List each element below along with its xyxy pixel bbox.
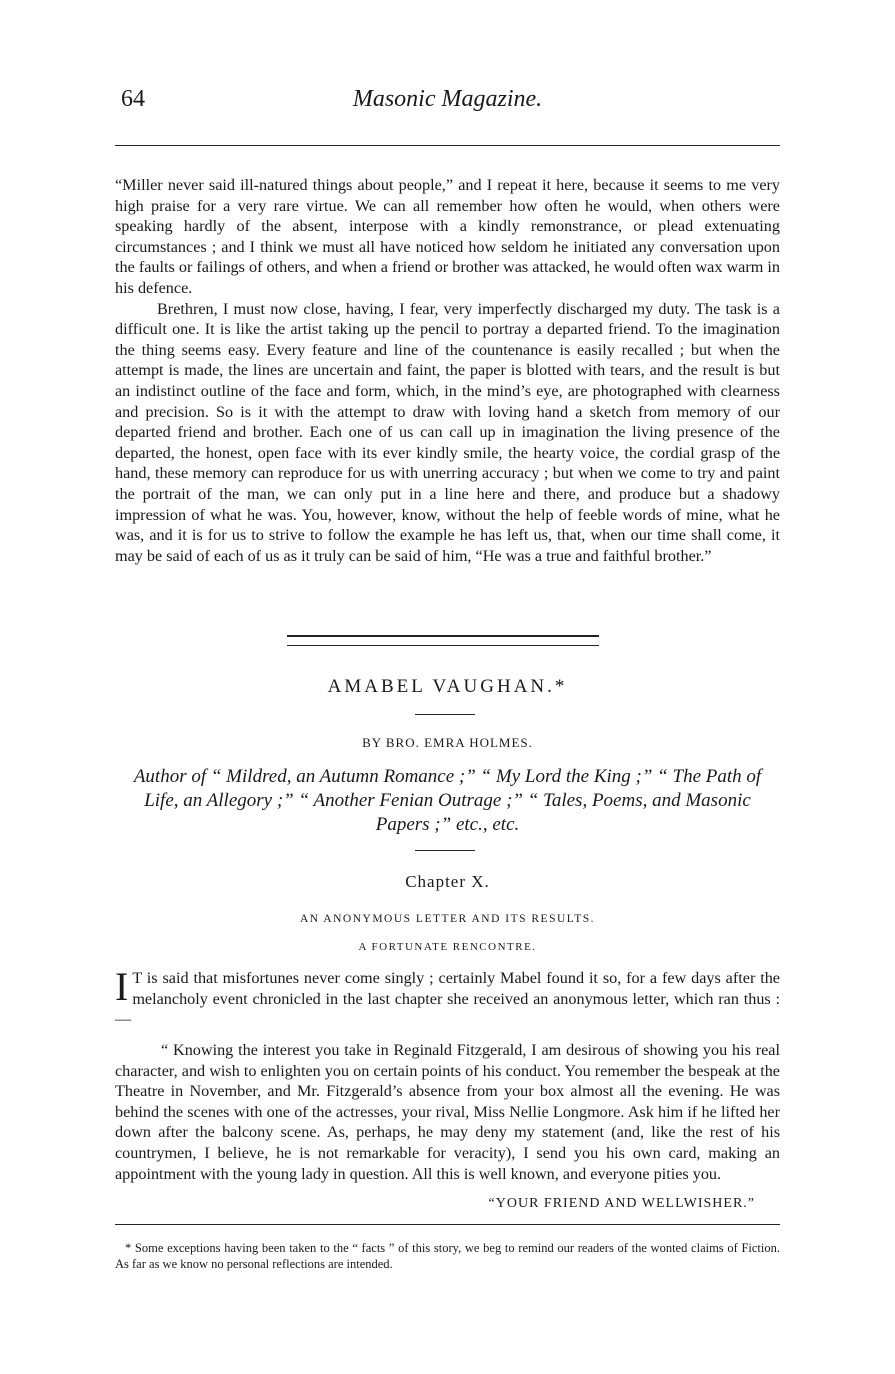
paragraph-miller: “Miller never said ill-natured things about people,” and I repeat it here, because it seems to me very high praise for a very rare virtue. We can all remember how often he would, when others were speaking hardly of the absent, interpose with a kindly remonstrance, or plead extenuating circumstances ; and I think we must all have noticed how seldom he initiated any conversation upon the faults or failings of others, and when a friend or brother was attacked, he would often wax warm in his defence. — [115, 176, 780, 297]
title-rule — [415, 714, 475, 715]
closing-address — [115, 175, 780, 566]
footnote — [115, 1240, 780, 1272]
story-title: AMABEL VAUGHAN.* — [327, 676, 568, 697]
chapter-subtitle: AN ANONYMOUS LETTER AND ITS RESULTS. — [299, 913, 596, 925]
page-header — [115, 82, 780, 122]
drop-cap: I — [115, 964, 129, 1009]
anonymous-letter — [115, 1040, 780, 1184]
running-title: Masonic Magazine. — [352, 86, 543, 112]
letter-body: “ Knowing the interest you take in Reginald Fitzgerald, I am desirous of showing you his real character, and wish to enlighten you on certain points of his conduct. You remember the bespeak at the Theatre in November, and Mr. Fitzgerald’s absence from your box almost all the evening. He was behind the scenes with one of the actresses, your rival, Miss Nellie Longmore. Ask him if he lifted her down after the balcony scene. As, perhaps, he may deny my statement (and, like the rest of his countrymen, I believe, he is not remarkable for veracity), I send you his own card, making an appointment with the young lady in question. All this is well known, and everyone pities you. — [115, 1041, 780, 1183]
footnote-text: * Some exceptions having been taken to the “ facts ” of this story, we beg to remind our readers of the wonted claims of Fiction. As far as we know no personal reflections are intended. — [115, 1241, 780, 1271]
chapter-heading: Chapter X. — [405, 872, 490, 891]
credits-rule — [415, 850, 475, 851]
page-number: 64 — [121, 86, 145, 112]
chapter-opening — [115, 964, 780, 1030]
letter-signature: “YOUR FRIEND AND WELLWISHER.” — [488, 1196, 755, 1211]
opening-text: T is said that misfortunes never come singly ; certainly Mabel found it so, for a few days after the melancholy event chronicled in the last chapter she received an anonymous letter, which ran thus :— — [115, 969, 780, 1029]
author-credits: Author of “ Mildred, an Autumn Romance ;” “ My Lord the King ;” “ The Path of Life, an Allegory ;” “ Another Fenian Outrage ;” “ Tales, Poems, and Masonic Papers ;” etc., etc. — [133, 766, 762, 835]
footnote-rule — [115, 1224, 780, 1225]
header-rule — [115, 145, 780, 146]
paragraph-brethren: Brethren, I must now close, having, I fear, very imperfectly discharged my duty. The task is a difficult one. It is like the artist taking up the pencil to portray a departed friend. To the imagination the thing seems easy. Every feature and line of the countenance is easily recalled ; but when the attempt is made, the lines are uncertain and faint, the paper is blotted with tears, and the result is but an indistinct outline of the face and form, which, in the mind’s eye, are photographed with clearness and precision. So is it with the attempt to draw with loving hand a sketch from memory of our departed friend and brother. Each one of us can call up in imagination the living presence of the departed, the honest, open face with its ever kindly smile, the hearty voice, the cordial grasp of the hand, these memory can reproduce for us with unerring accuracy ; but when we come to try and paint the portrait of the man, we can only put in a line here and there, and produce but a shadowy impression of what he was. You, however, know, without the help of feeble words of mine, what he was, and it is for us to strive to follow the example he has left us, that, when our time shall come, it may be said of each of us as it truly can be said of him, “He was a true and faithful brother.” — [115, 299, 780, 565]
chapter-subtitle-secondary: A FORTUNATE RENCONTRE. — [358, 941, 537, 953]
section-divider — [287, 635, 599, 646]
byline: BY BRO. EMRA HOLMES. — [362, 735, 533, 750]
